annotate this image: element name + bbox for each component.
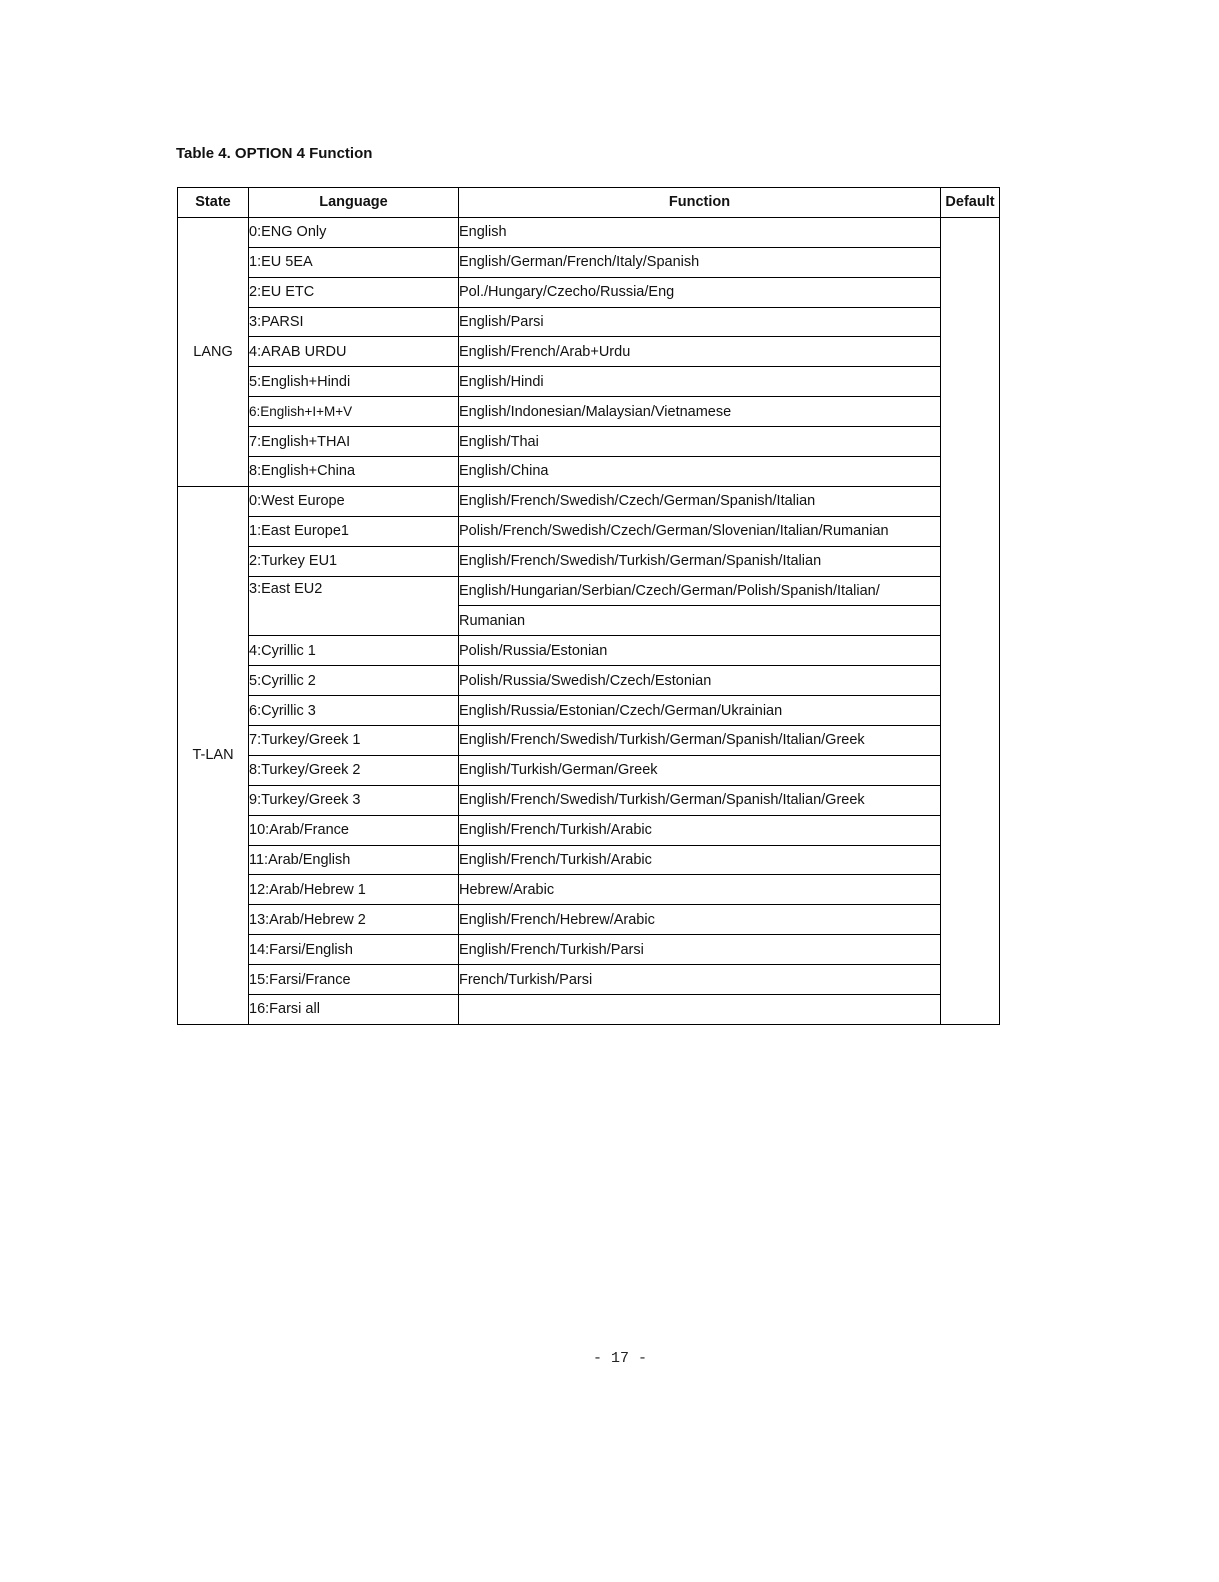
function-cell: Polish/Russia/Swedish/Czech/Estonian: [459, 666, 941, 696]
language-cell: 6:English+I+M+V: [249, 397, 459, 427]
table-row: [178, 546, 1000, 576]
function-cell: English/French/Arab+Urdu: [459, 337, 941, 367]
table-row: [178, 367, 1000, 397]
header-function: Function: [459, 188, 941, 218]
table-row: [178, 666, 1000, 696]
language-cell: 4:ARAB URDU: [249, 337, 459, 367]
table-row: [178, 815, 1000, 845]
table-row: [178, 337, 1000, 367]
language-cell: 4:Cyrillic 1: [249, 636, 459, 666]
function-cell: English/French/Turkish/Arabic: [459, 845, 941, 875]
language-cell: 5:Cyrillic 2: [249, 666, 459, 696]
language-cell: 15:Farsi/France: [249, 965, 459, 995]
language-cell: 5:English+Hindi: [249, 367, 459, 397]
table-header-row: [178, 188, 1000, 218]
function-cell: English/French/Turkish/Parsi: [459, 935, 941, 965]
language-cell: 7:Turkey/Greek 1: [249, 726, 459, 756]
language-cell: 9:Turkey/Greek 3: [249, 785, 459, 815]
language-cell: 2:EU ETC: [249, 277, 459, 307]
table-row: [178, 905, 1000, 935]
table-row: [178, 457, 1000, 487]
table-row: [178, 516, 1000, 546]
table-row: [178, 277, 1000, 307]
language-cell: 1:EU 5EA: [249, 247, 459, 277]
table-row: [178, 217, 1000, 247]
language-cell: 10:Arab/France: [249, 815, 459, 845]
function-cell: English: [459, 217, 941, 247]
table-row: [178, 486, 1000, 516]
language-cell: 12:Arab/Hebrew 1: [249, 875, 459, 905]
table-row: [178, 965, 1000, 995]
header-language: Language: [249, 188, 459, 218]
table-row: [178, 935, 1000, 965]
header-default: Default: [941, 188, 1000, 218]
function-cell: English/Hindi: [459, 367, 941, 397]
option4-function-table: [177, 187, 1000, 1025]
table-row: [178, 845, 1000, 875]
function-cell: English/Thai: [459, 427, 941, 457]
language-cell: 2:Turkey EU1: [249, 546, 459, 576]
function-cell: English/German/French/Italy/Spanish: [459, 247, 941, 277]
page-number: - 17 -: [592, 1350, 647, 1367]
table-row: [178, 247, 1000, 277]
language-cell: 1:East Europe1: [249, 516, 459, 546]
function-cell: English/Indonesian/Malaysian/Vietnamese: [459, 397, 941, 427]
language-cell: 13:Arab/Hebrew 2: [249, 905, 459, 935]
table-row: [178, 726, 1000, 756]
language-cell: 8:Turkey/Greek 2: [249, 755, 459, 785]
language-cell: 0:ENG Only: [249, 217, 459, 247]
function-cell: English/French/Turkish/Arabic: [459, 815, 941, 845]
function-cell: English/China: [459, 457, 941, 487]
function-cell: English/French/Swedish/Turkish/German/Spanish/Italian/Greek: [459, 785, 941, 815]
language-cell: 3:East EU2: [249, 576, 459, 636]
header-state: State: [178, 188, 249, 218]
table-row: [178, 397, 1000, 427]
function-cell: French/Turkish/Parsi: [459, 965, 941, 995]
function-cell: Hebrew/Arabic: [459, 875, 941, 905]
language-cell: 7:English+THAI: [249, 427, 459, 457]
language-cell: 14:Farsi/English: [249, 935, 459, 965]
function-cell: English/Hungarian/Serbian/Czech/German/Polish/Spanish/Italian/: [459, 576, 941, 606]
table-row: [178, 427, 1000, 457]
function-cell-continued: Rumanian: [459, 606, 941, 636]
table-row: [178, 995, 1000, 1025]
table-row: [178, 696, 1000, 726]
language-cell: 3:PARSI: [249, 307, 459, 337]
function-cell: English/Russia/Estonian/Czech/German/Ukrainian: [459, 696, 941, 726]
function-cell: English/Turkish/German/Greek: [459, 755, 941, 785]
table-row: [178, 785, 1000, 815]
language-cell: 16:Farsi all: [249, 995, 459, 1025]
table-row: [178, 875, 1000, 905]
table-row: [178, 636, 1000, 666]
state-lang: LANG: [178, 217, 249, 486]
function-cell: English/French/Swedish/Turkish/German/Spanish/Italian/Greek: [459, 726, 941, 756]
language-cell: 0:West Europe: [249, 486, 459, 516]
function-cell: English/French/Swedish/Turkish/German/Spanish/Italian: [459, 546, 941, 576]
function-cell: Polish/French/Swedish/Czech/German/Slovenian/Italian/Rumanian: [459, 516, 941, 546]
function-cell: Pol./Hungary/Czecho/Russia/Eng: [459, 277, 941, 307]
language-cell: 11:Arab/English: [249, 845, 459, 875]
table-row: [178, 755, 1000, 785]
default-cell: [941, 217, 1000, 1024]
table-row: [178, 307, 1000, 337]
function-cell: English/Parsi: [459, 307, 941, 337]
function-cell: English/French/Hebrew/Arabic: [459, 905, 941, 935]
language-cell: 8:English+China: [249, 457, 459, 487]
table-row: [178, 576, 1000, 606]
state-tlan: T-LAN: [178, 486, 249, 1024]
language-cell: 6:Cyrillic 3: [249, 696, 459, 726]
function-cell: Polish/Russia/Estonian: [459, 636, 941, 666]
function-cell: [459, 995, 941, 1025]
table-caption: Table 4. OPTION 4 Function: [176, 145, 373, 162]
function-cell: English/French/Swedish/Czech/German/Spanish/Italian: [459, 486, 941, 516]
